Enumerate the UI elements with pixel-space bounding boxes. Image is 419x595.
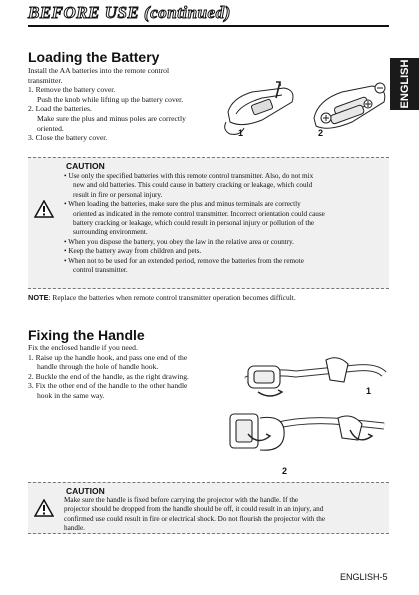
remote-battery-insert-illustration — [314, 83, 385, 128]
caution-list — [64, 172, 325, 275]
caution-box-handle — [28, 482, 389, 534]
note-label: NOTE — [28, 293, 49, 302]
battery-line: Make sure the plus and minus poles are correctly — [37, 113, 186, 123]
remote-battery-figure — [222, 78, 392, 138]
caution-line: surrounding environment. — [73, 228, 148, 237]
handle-figure-label-1: 1 — [366, 386, 372, 396]
note-text: : Replace the batteries when remote control transmitter operation becomes difficult. — [48, 293, 296, 302]
figure-label-2: 2 — [318, 128, 324, 138]
battery-line: 2. Load the batteries. — [28, 104, 92, 114]
figure-label-1: 1 — [238, 128, 244, 138]
caution-text — [64, 496, 325, 534]
caution-line: • Use only the specified batteries with this remote control transmitter. Also, do not mix — [64, 172, 314, 180]
section-heading-handle: Fixing the Handle — [28, 327, 145, 343]
battery-line: 3. Close the battery cover. — [28, 133, 108, 143]
caution-box-batteries — [28, 157, 389, 289]
handle-line: 3. Fix the other end of the handle to the other handle — [28, 381, 188, 391]
caution-line: control transmitter. — [73, 266, 128, 275]
section-heading-battery: Loading the Battery — [28, 49, 160, 65]
handle-figure-label-2: 2 — [282, 466, 288, 476]
handle-line: 2. Buckle the end of the handle, as the right drawing. — [28, 371, 189, 381]
battery-line: Push the knob while lifting up the battery cover. — [37, 94, 184, 104]
caution-title: CAUTION — [66, 161, 105, 171]
handle-step1-illustration — [246, 358, 384, 396]
caution-line: result in fire or personal injury. — [73, 190, 163, 199]
caution-line: oriented as indicated in the remote control transmitter. Incorrect orientation could cause — [73, 209, 325, 218]
warning-triangle-icon — [34, 499, 54, 517]
caution-line: • When not to be used for an extended period, remove the batteries from the remote — [64, 256, 304, 265]
warning-triangle-icon — [34, 200, 54, 218]
battery-line: oriented. — [37, 123, 64, 133]
handle-line: handle through the hole of handle hook. — [37, 362, 159, 372]
battery-line: 1. Remove the battery cover. — [28, 85, 116, 95]
battery-line: transmitter. — [28, 75, 63, 85]
header-title: BEFORE USE (continued) — [28, 3, 231, 22]
handle-line: Fix the enclosed handle if you need. — [28, 343, 138, 352]
handle-line: hook in the same way. — [37, 390, 105, 400]
language-tab-label: ENGLISH — [398, 59, 411, 109]
caution-line: battery cracking or leakage, which could result in personal injury or pollution of the — [73, 219, 315, 228]
battery-instructions — [28, 66, 186, 143]
caution-line: • When you dispose the battery, you obey the law in the relative area or country. — [64, 237, 294, 246]
handle-instructions — [28, 343, 189, 401]
battery-line: Install the AA batteries into the remote control — [28, 66, 170, 75]
caution-line: confirmed use could result in fire or electrical shock. Do not flourish the projector with the — [64, 514, 326, 523]
battery-note — [28, 293, 296, 302]
handle-line: 1. Raise up the handle hook, and pass one end of the — [28, 352, 188, 362]
handle-fix-figure — [226, 352, 391, 467]
language-tab — [390, 58, 419, 110]
caution-line: new and old batteries. This could cause in battery cracking or leakage, which could — [73, 181, 313, 190]
handle-step2-illustration — [230, 414, 384, 450]
caution-line: projector should be dropped from the handle should be off, it could result in an injury, and — [64, 505, 324, 514]
page-number: ENGLISH-5 — [340, 572, 388, 582]
caution-title: CAUTION — [66, 486, 105, 496]
caution-line: • Keep the battery away from children and pets. — [64, 247, 202, 256]
page-header — [28, 2, 388, 24]
caution-line: • When loading the batteries, make sure the plus and minus terminals are correctly — [64, 200, 301, 209]
caution-line: handle. — [64, 524, 85, 533]
header-rule — [28, 25, 389, 27]
caution-line: Make sure the handle is fixed before carrying the projector with the handle. If the — [64, 496, 299, 504]
remote-cover-removal-illustration — [225, 82, 293, 134]
